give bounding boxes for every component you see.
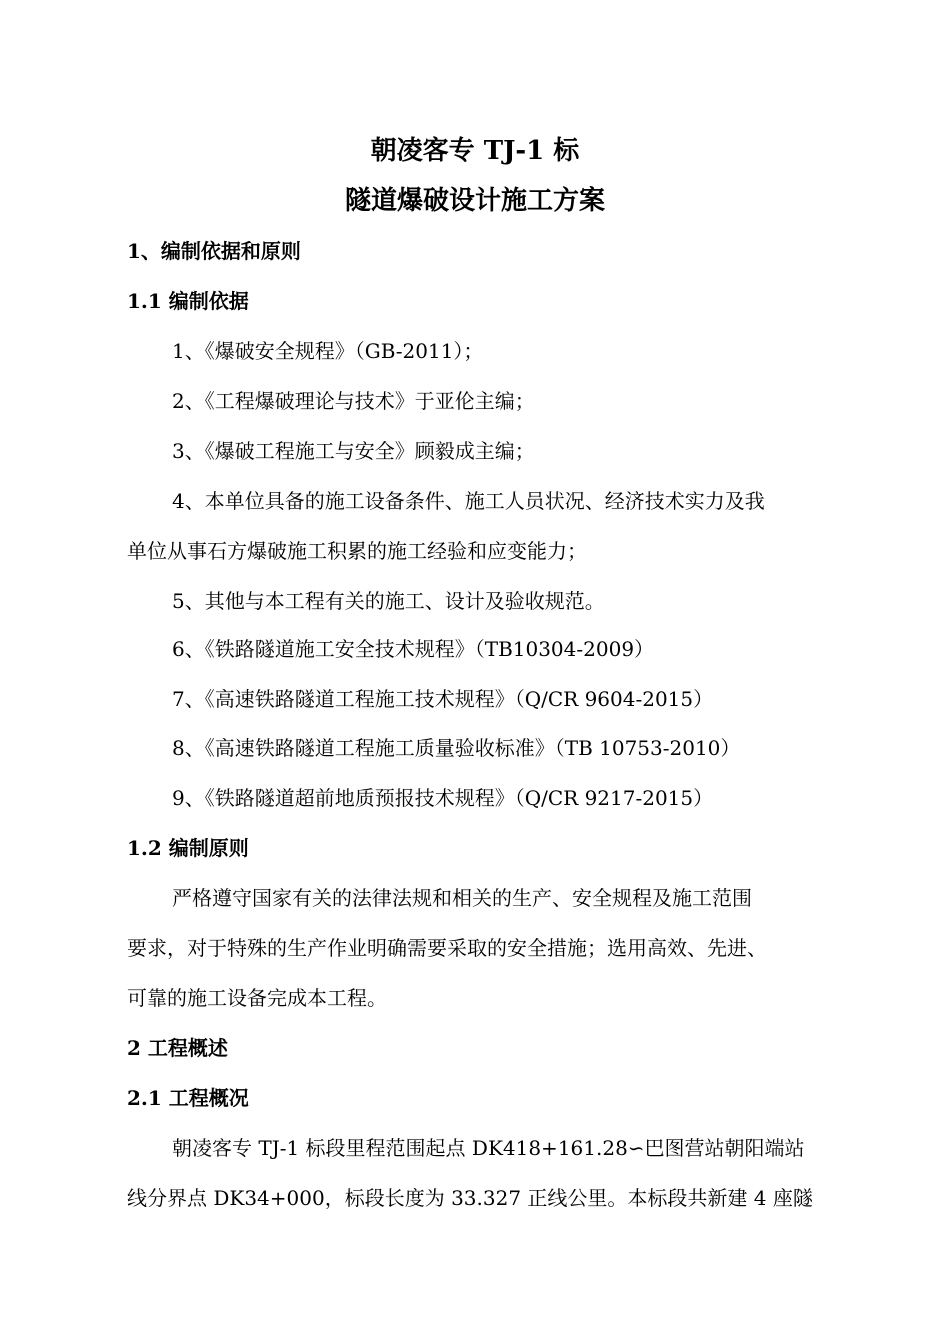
basis-item-3: 3、《爆破工程施工与安全》顾毅成主编；	[172, 439, 535, 463]
document-title-line-2: 隧道爆破设计施工方案	[344, 186, 605, 216]
section-1-2-heading: 1.2 编制原则	[127, 836, 249, 860]
overview-line-1: 朝凌客专 TJ-1 标段里程范围起点 DK418+161.28∽巴图营站朝阳端站	[172, 1136, 805, 1160]
basis-item-5: 5、其他与本工程有关的施工、设计及验收规范。	[172, 589, 605, 613]
basis-item-8: 8、《高速铁路隧道工程施工质量验收标准》（TB 10753-2010）	[172, 736, 741, 760]
overview-line-2: 线分界点 DK34+000，标段长度为 33.327 正线公里。本标段共新建 4 座隧	[127, 1186, 813, 1210]
basis-item-9: 9、《铁路隧道超前地质预报技术规程》（Q/CR 9217-2015）	[172, 786, 714, 810]
basis-item-2: 2、《工程爆破理论与技术》于亚伦主编；	[172, 389, 535, 413]
section-2-heading: 2 工程概述	[127, 1036, 228, 1060]
basis-item-4-continued: 单位从事石方爆破施工积累的施工经验和应变能力；	[127, 539, 587, 563]
section-1-1-heading: 1.1 编制依据	[127, 289, 249, 313]
principle-line-3: 可靠的施工设备完成本工程。	[127, 986, 387, 1010]
basis-item-1: 1、《爆破安全规程》（GB-2011）；	[172, 339, 484, 363]
section-2-1-heading: 2.1 工程概况	[127, 1086, 249, 1110]
principle-line-2: 要求，对于特殊的生产作业明确需要采取的安全措施；选用高效、先进、	[127, 936, 767, 960]
basis-item-4: 4、本单位具备的施工设备条件、施工人员状况、经济技术实力及我	[172, 489, 765, 513]
basis-item-6: 6、《铁路隧道施工安全技术规程》（TB10304-2009）	[172, 637, 655, 661]
basis-item-7: 7、《高速铁路隧道工程施工技术规程》（Q/CR 9604-2015）	[172, 687, 714, 711]
principle-line-1: 严格遵守国家有关的法律法规和相关的生产、安全规程及施工范围	[172, 886, 752, 910]
document-title-line-1: 朝凌客专 TJ-1 标	[370, 136, 580, 166]
section-1-heading: 1、编制依据和原则	[127, 239, 301, 263]
